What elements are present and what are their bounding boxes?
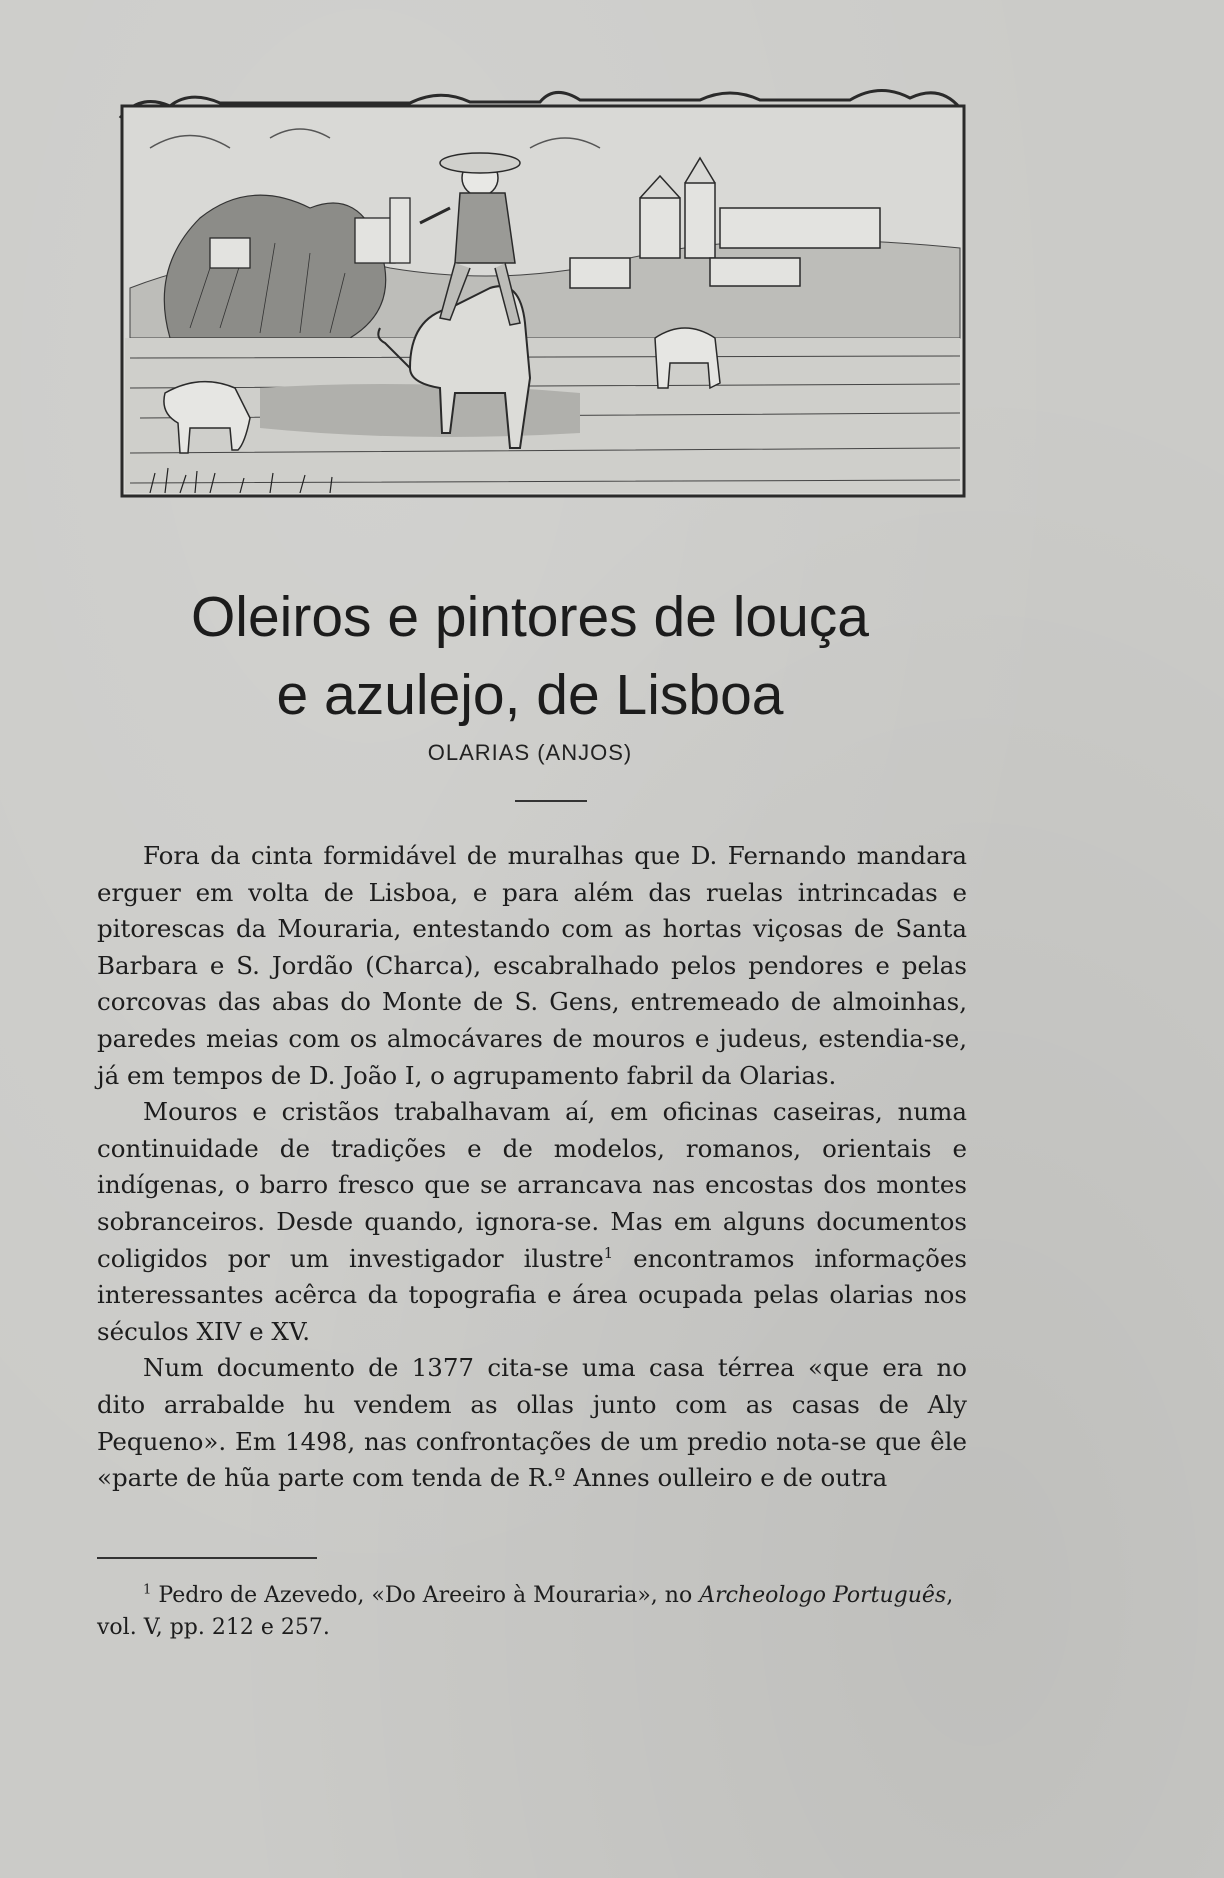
paragraph-2-text-a: Mouros e cristãos trabalhavam aí, em oficinas caseiras, numa continuidade de tradições e de modelos, romanos, orientais e indígenas, o barro fresco que se arrancava nas encostas dos montes sobranceiros. Desde quando, ignora-se. Mas em alguns documentos coligidos por um investigador ilustre — [97, 1097, 967, 1273]
footnote-marker: 1 — [143, 1582, 152, 1598]
title-divider — [515, 800, 587, 802]
title-line-1: Oleiros e pintores de louça — [190, 585, 870, 649]
footnote-publication: Archeologo Português — [699, 1583, 947, 1608]
footnote-reference: 1 — [603, 1244, 614, 1262]
title-line-2: e azulejo, de Lisboa — [276, 663, 784, 727]
footnote-divider — [97, 1557, 317, 1559]
paragraph-3: Num documento de 1377 cita-se uma casa térrea «que era no dito arrabalde hu vendem as ollas junto com as casas de Aly Pequeno». Em 1498, nas confrontações de um predio nota-se que êle «parte de hũa parte com tenda de R.º Annes oulleiro e de outra — [97, 1353, 967, 1493]
engraving-boy-on-horse-icon — [110, 88, 980, 506]
article-title — [150, 578, 910, 734]
footnote-text-b: , vol. V, pp. 212 e 257. — [97, 1583, 954, 1640]
article-body — [97, 838, 967, 1497]
article-subtitle: OLARIAS (ANJOS) — [427, 740, 633, 765]
paragraph-2 — [97, 1094, 967, 1350]
paragraph-1: Fora da cinta formidável de muralhas que D. Fernando mandara erguer em volta de Lisboa, e para além das ruelas intrincadas e pitorescas da Mouraria, entestando com as hortas viçosas de Santa Barbara e S. Jordão (Charca), escabralhado pelos pendores e pelas corcovas das abas do Monte de S. Gens, entremeado de almoinhas, paredes meias com os almocávares de mouros e judeus, estendia-se, já em tempos de D. João I, o agrupamento fabril da Olarias. — [97, 841, 967, 1090]
footnote — [97, 1580, 967, 1644]
footnote-text-a: Pedro de Azevedo, «Do Areeiro à Mouraria», no — [151, 1583, 700, 1608]
paragraph-2-text-b: encontramos informações interessantes acêrca da topografia e área ocupada pelas olarias nos séculos XIV e XV. — [97, 1243, 968, 1346]
